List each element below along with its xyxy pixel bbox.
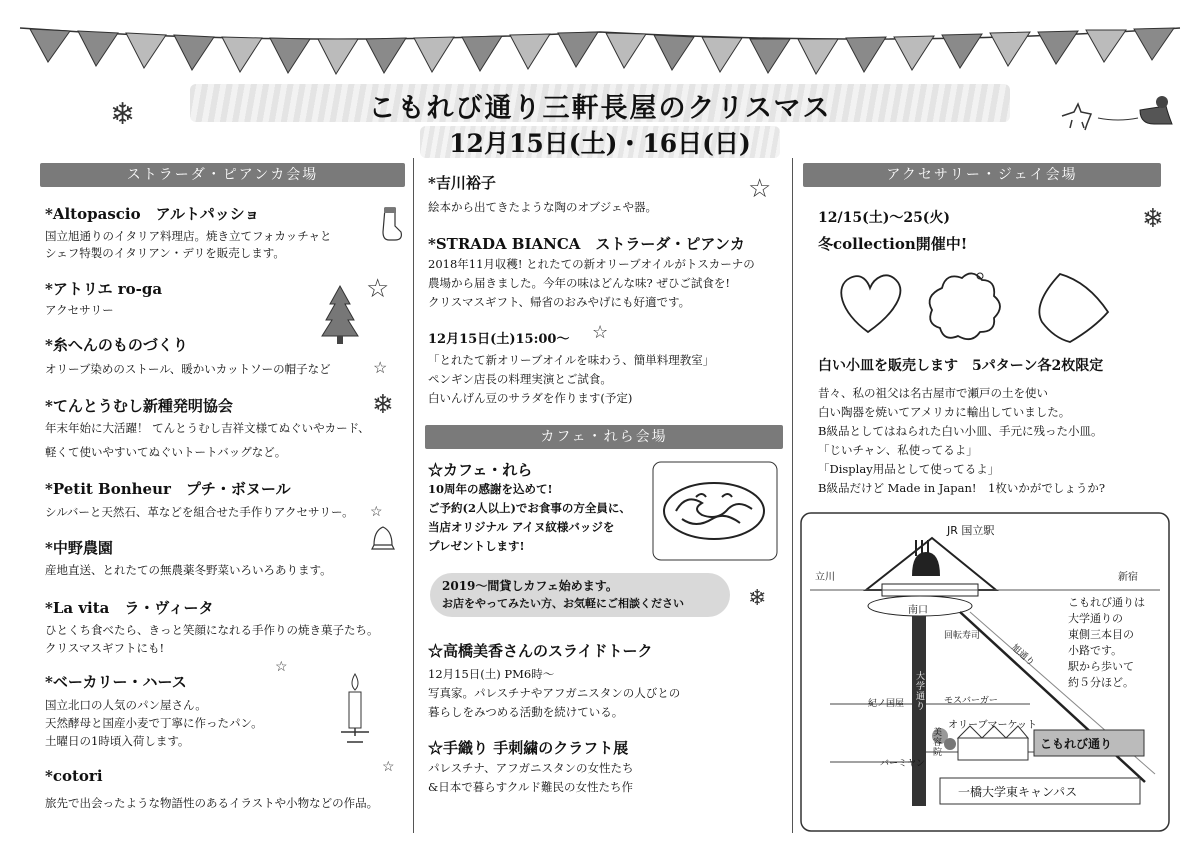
vendor-desc: アクセサリー [45, 303, 114, 317]
event-desc: 「とれたて新オリーブオイルを味わう、簡単料理教室」 [428, 353, 715, 367]
bell-icon [370, 524, 396, 554]
notice-line: 2019〜間貸しカフェ始めます。 [442, 579, 618, 593]
vendor-name: *糸へんのものづくり [45, 336, 188, 354]
map-right-direction: 新宿 [1118, 572, 1138, 583]
star-icon: ☆ [275, 659, 288, 675]
rental-cafe-notice [430, 573, 730, 617]
vendor-name: *Altopascio アルトパッショ [45, 205, 260, 223]
snowflake-icon: ❄ [748, 586, 767, 611]
plates-desc: 昔々、私の祖父は名古屋市で瀬戸の土を使い [818, 386, 1048, 400]
vendor-desc: 天然酵母と国産小麦で丁寧に作ったパン。 [45, 716, 263, 730]
craft-desc: パレスチナ、アフガニスタンの女性たち [428, 761, 634, 775]
star-icon: ☆ [373, 358, 388, 377]
map-left-direction: 立川 [815, 572, 835, 583]
craft-desc: &日本で暮らすクルド難民の女性たち作 [428, 780, 634, 794]
column-divider [792, 158, 793, 833]
map-note-line: 駅から歩いて [1068, 660, 1134, 673]
vendor-name: *STRADA BIANCA ストラーダ・ピアンカ [428, 235, 745, 253]
vendor-name: *ベーカリー・ハース [45, 673, 187, 691]
event-date: 12月15日(土)・16日(日) [449, 129, 751, 158]
vendor-desc: 産地直送、とれたての無農薬冬野菜いろいろあります。 [45, 563, 332, 577]
bunting-decoration [0, 0, 1200, 80]
vendor-desc: 農場から届きました。今年の味はどんな味? ぜひご試食を! [428, 276, 730, 290]
map-beauty-salon: 美容院 [933, 728, 943, 758]
page-title: こもれび通り三軒長屋のクリスマス [368, 93, 832, 124]
accessory-period: 12/15(土)〜25(火) [818, 210, 951, 226]
map-asahi-street: 旭通り [1009, 642, 1036, 669]
map-note-line: 小路です。 [1068, 644, 1123, 657]
talk-desc: 写真家。パレスチナやアフガニスタンの人びとの [428, 686, 681, 700]
snowflake-icon: ❄ [110, 97, 136, 132]
snowflake-icon: ❄ [372, 390, 394, 420]
plates-desc: 「じいチャン、私使ってるよ」 [818, 443, 978, 457]
map-kinokuniya: 紀ノ国屋 [868, 699, 905, 709]
event-desc: ペンギン店長の料理実演とご試食。 [428, 372, 612, 386]
stocking-icon [377, 206, 403, 242]
accessory-collection: 冬collection開催中! [818, 235, 968, 253]
notice-line: お店をやってみたい方、お気軽にご相談ください [442, 597, 684, 610]
vendor-desc: シルバーと天然石、革などを組合せた手作りアクセサリー。 [45, 505, 354, 519]
cafe-desc: プレゼントします! [428, 539, 525, 553]
plates-desc: B級品としてはねられた白い小皿、手元に残った小皿。 [818, 424, 1103, 438]
star-icon: ☆ [370, 504, 383, 520]
star-icon: ☆ [592, 322, 609, 343]
map-note-line: 大学通りの [1068, 612, 1123, 625]
plates-illustration [830, 262, 1130, 352]
vendor-name: ☆カフェ・れら [428, 461, 533, 479]
section-banner-cafe: カフェ・れら会場 [425, 425, 783, 449]
map-bamiyan: バーミヤン [880, 759, 925, 769]
vendor-desc: 絵本から出てきたような陶のオブジェや器。 [428, 200, 657, 214]
map-komorebi-street: こもれび通り [1040, 737, 1113, 751]
vendor-desc: 軽くて使いやすいてぬぐいトートバッグなど。 [45, 445, 287, 459]
cafe-desc: 10周年の感謝を込めて! [428, 482, 553, 496]
candle-icon [335, 670, 375, 750]
map-note-line: こもれび通りは [1068, 596, 1145, 609]
plates-heading: 白い小皿を販売します 5パターン各2枚限定 [818, 358, 1104, 374]
reindeer-sleigh-icon [1058, 92, 1178, 132]
vendor-desc: クリスマスギフトにも! [45, 641, 165, 655]
map-kaiten-sushi: 回転寿司 [944, 631, 981, 641]
map-note-line: 約５分ほど。 [1068, 676, 1134, 689]
map-note-line: 東側三本目の [1068, 628, 1134, 641]
vendor-desc: 国立旭通りのイタリア料理店。焼き立てフォカッチャと [45, 229, 332, 243]
star-icon: ☆ [366, 274, 390, 304]
cafe-desc: 当店オリジナル アイヌ紋様バッジを [428, 520, 615, 534]
vendor-name: *アトリエ ro-ga [45, 280, 163, 298]
christmas-tree-icon [318, 282, 362, 346]
talk-desc: 暮らしをみつめる活動を続けている。 [428, 705, 624, 719]
star-icon: ☆ [382, 759, 395, 775]
vendor-desc: シェフ特製のイタリアン・デリを販売します。 [45, 246, 285, 260]
star-icon: ☆ [748, 174, 772, 204]
column-divider [413, 158, 414, 833]
vendor-name: *Petit Bonheur プチ・ボヌール [45, 480, 291, 498]
plates-desc: 白い陶器を焼いてアメリカに輸出していました。 [818, 405, 1071, 419]
event-time: 12月15日(土)15:00〜 [428, 332, 570, 347]
vendor-desc: 土曜日の1時頃入荷します。 [45, 734, 190, 748]
vendor-name: *中野農園 [45, 539, 113, 557]
vendor-desc: ひとくち食べたら、きっと笑顔になれる手作りの焼き菓子たち。 [45, 623, 379, 637]
vendor-name: *cotori [45, 767, 103, 785]
map-campus: 一橋大学東キャンパス [958, 785, 1078, 799]
vendor-name: *La vita ラ・ヴィータ [45, 599, 214, 617]
map-note [1068, 595, 1145, 691]
vendor-desc: 国立北口の人気のパン屋さん。 [45, 698, 207, 712]
vendor-name: *てんとうむし新種発明協会 [45, 397, 233, 415]
event-desc: 白いんげん豆のサラダを作ります(予定) [428, 391, 633, 405]
vendor-desc: オリーブ染めのストール、暖かいカットソーの帽子など [45, 362, 331, 376]
vendor-desc: クリスマスギフト、帰省のおみやげにも好適です。 [428, 295, 691, 309]
map-mos-burger: モスバーガー [944, 696, 998, 706]
vendor-desc: 旅先で出会ったような物語性のあるイラストや小物などの作品。 [45, 796, 379, 810]
snowflake-icon: ❄ [1142, 204, 1164, 234]
map-south-exit: 南口 [908, 605, 928, 616]
vendor-desc: 年末年始に大活躍！ てんとうむし吉祥文様てぬぐいやカード、 [45, 421, 370, 435]
vendor-name: *吉川裕子 [428, 174, 496, 192]
plates-desc: 「Display用品として使ってるよ」 [818, 462, 1000, 476]
vendor-name: ☆高橋美香さんのスライドトーク [428, 642, 653, 660]
section-banner-accessory: アクセサリー・ジェイ会場 [803, 163, 1161, 187]
vendor-desc: 2018年11月収穫! とれたての新オリーブオイルがトスカーナの [428, 257, 755, 271]
cafe-desc: ご予約(2人以上)でお食事の方全員に、 [428, 501, 631, 515]
map-daigaku-street: 大学通り [916, 672, 926, 712]
plates-desc: B級品だけど Made in Japan! 1枚いかがでしょうか? [818, 481, 1105, 495]
map-olive-market: オリーブマーケット [948, 720, 1037, 731]
talk-desc: 12月15日(土) PM6時〜 [428, 667, 555, 681]
ainu-badge-illustration [652, 461, 778, 561]
map-station-label: JR 国立駅 [947, 524, 995, 537]
section-banner-strada: ストラーダ・ピアンカ会場 [40, 163, 405, 187]
vendor-name: ☆手織り 手刺繍のクラフト展 [428, 739, 629, 757]
